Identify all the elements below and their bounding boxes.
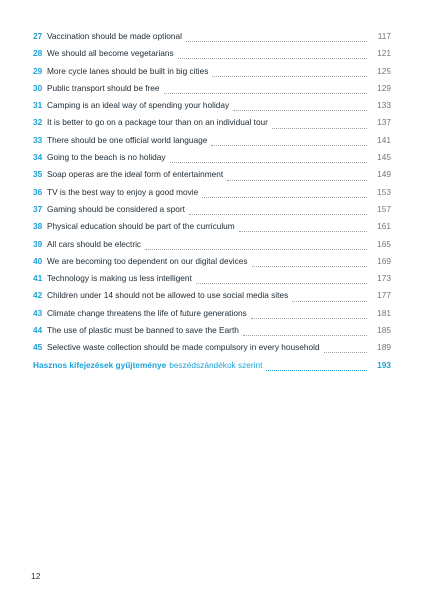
toc-entry-page: 177	[377, 290, 391, 301]
dot-leader	[211, 145, 367, 146]
toc-entry[interactable]	[33, 48, 391, 65]
toc-entry-page: 125	[377, 65, 391, 76]
page-number: 12	[31, 571, 41, 581]
toc-entry[interactable]	[33, 31, 391, 48]
appendix-page: 193	[377, 359, 391, 370]
toc-entry-page: 141	[377, 134, 391, 145]
toc-entry-title: We are becoming too dependent on our digital devices	[47, 255, 248, 266]
toc-entry-title: Children under 14 should not be allowed to use social media sites	[47, 290, 289, 301]
dot-leader	[292, 301, 367, 302]
toc-entry[interactable]	[33, 221, 391, 238]
toc-entry-title: We should all become vegetarians	[47, 48, 174, 59]
toc-entry-page: 153	[377, 186, 391, 197]
toc-entry-title: More cycle lanes should be built in big cities	[47, 65, 209, 76]
dot-leader	[164, 93, 367, 94]
toc-entry-title: Climate change threatens the life of future generations	[47, 307, 247, 318]
dot-leader	[227, 180, 367, 181]
dot-leader	[233, 110, 367, 111]
toc-entry[interactable]	[33, 273, 391, 290]
toc-entry[interactable]	[33, 66, 391, 83]
dot-leader	[145, 249, 367, 250]
dot-leader	[324, 352, 367, 353]
toc-entry-page: 181	[377, 307, 391, 318]
toc-entry-page: 117	[377, 31, 391, 41]
toc-entry-number: 38	[33, 221, 43, 232]
dot-leader	[186, 41, 367, 42]
dot-leader	[189, 214, 367, 215]
toc-entry-number: 27	[33, 31, 43, 41]
toc-entry[interactable]	[33, 187, 391, 204]
toc-entry[interactable]	[33, 117, 391, 134]
toc-entry-number: 32	[33, 117, 43, 128]
toc-entry-page: 157	[377, 203, 391, 214]
toc-entry-number: 31	[33, 100, 43, 111]
toc-entry-title: All cars should be electric	[47, 238, 142, 249]
toc-entry-page: 165	[377, 238, 391, 249]
toc-entry-number: 34	[33, 152, 43, 163]
dot-leader	[272, 128, 367, 129]
dot-leader	[266, 370, 367, 371]
toc-entry-number: 33	[33, 134, 43, 145]
toc-entry-number: 42	[33, 290, 43, 301]
toc-entry-number: 36	[33, 186, 43, 197]
table-of-contents	[33, 31, 391, 377]
toc-entry-number: 28	[33, 48, 43, 59]
toc-entry-number: 35	[33, 169, 43, 180]
toc-entry[interactable]	[33, 169, 391, 186]
toc-entry-page: 173	[377, 273, 391, 284]
dot-leader	[251, 318, 367, 319]
toc-appendix-entry[interactable]	[33, 360, 391, 377]
dot-leader	[243, 335, 367, 336]
toc-entry-number: 29	[33, 65, 43, 76]
dot-leader	[239, 231, 367, 232]
toc-entry[interactable]	[33, 83, 391, 100]
dot-leader	[252, 266, 368, 267]
toc-entry-page: 137	[377, 117, 391, 128]
toc-entry[interactable]	[33, 325, 391, 342]
toc-entry-title: Camping is an ideal way of spending your holiday	[47, 100, 230, 111]
toc-entry[interactable]	[33, 135, 391, 152]
toc-entry[interactable]	[33, 152, 391, 169]
toc-entry-title: Public transport should be free	[47, 82, 160, 93]
toc-entry-number: 44	[33, 325, 43, 336]
toc-entry-page: 185	[377, 325, 391, 336]
dot-leader	[212, 76, 367, 77]
dot-leader	[196, 283, 367, 284]
toc-entry[interactable]	[33, 239, 391, 256]
toc-entry-page: 145	[377, 152, 391, 163]
toc-entry-number: 30	[33, 82, 43, 93]
toc-entry[interactable]	[33, 290, 391, 307]
dot-leader	[202, 197, 367, 198]
toc-entry-title: Selective waste collection should be made compulsory in every household	[47, 342, 320, 353]
toc-entry-page: 121	[377, 48, 391, 59]
toc-entry-number: 37	[33, 203, 43, 214]
toc-entry-page: 149	[377, 169, 391, 180]
toc-entry-title: The use of plastic must be banned to save the Earth	[47, 325, 239, 336]
toc-entry-title: Going to the beach is no holiday	[47, 152, 166, 163]
toc-entry-title: Technology is making us less intelligent	[47, 273, 192, 284]
toc-entry-page: 161	[377, 221, 391, 232]
toc-entry-title: Physical education should be part of the curriculum	[47, 221, 235, 232]
toc-entry-page: 189	[377, 342, 391, 353]
toc-entry-page: 133	[377, 100, 391, 111]
appendix-title-bold: Hasznos kifejezések gyűjteménye	[33, 359, 167, 370]
toc-entry-title: There should be one official world language	[47, 134, 208, 145]
toc-entry-number: 39	[33, 238, 43, 249]
toc-entry[interactable]	[33, 342, 391, 359]
toc-entry-title: Gaming should be considered a sport	[47, 203, 185, 214]
toc-entry-title: It is better to go on a package tour than on an individual tour	[47, 117, 268, 128]
appendix-title-rest: beszédszándékok szerint	[169, 359, 263, 370]
dot-leader	[170, 162, 367, 163]
toc-entry[interactable]	[33, 308, 391, 325]
toc-entry-number: 45	[33, 342, 43, 353]
toc-entry-title: TV is the best way to enjoy a good movie	[47, 186, 199, 197]
toc-entry-number: 43	[33, 307, 43, 318]
toc-entry-page: 129	[377, 82, 391, 93]
toc-entry-page: 169	[377, 255, 391, 266]
dot-leader	[178, 58, 367, 59]
toc-entry[interactable]	[33, 256, 391, 273]
toc-entry-title: Soap operas are the ideal form of entertainment	[47, 169, 224, 180]
toc-entry[interactable]	[33, 204, 391, 221]
toc-entry-title: Vaccination should be made optional	[47, 31, 182, 41]
toc-entry-number: 40	[33, 255, 43, 266]
toc-entry-number: 41	[33, 273, 43, 284]
toc-entry[interactable]	[33, 100, 391, 117]
